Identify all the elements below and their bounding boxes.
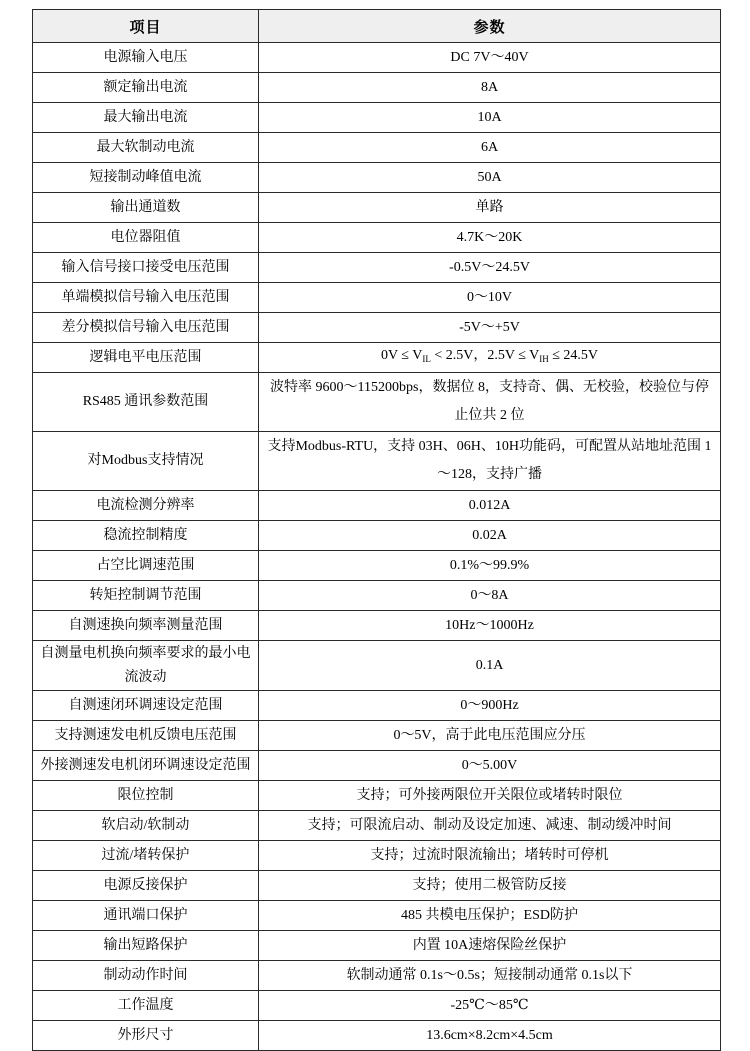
param-cell: 10Hz～1000Hz [259,611,721,641]
table-row [33,73,721,103]
param-cell: 0～8A [259,581,721,611]
table-row [33,811,721,841]
param-cell: DC 7V～40V [259,43,721,73]
value-text: 0V ≤ V [380,348,423,363]
value-text: ≤ 24.5V [548,348,599,363]
table-row [33,781,721,811]
table-row [33,581,721,611]
table-row [33,1021,721,1051]
param-cell: 0～10V [259,283,721,313]
item-cell: 单端模拟信号输入电压范围 [33,283,259,313]
param-cell: 支持Modbus-RTU，支持 03H、06H、10H功能码，可配置从站地址范围 1～128，支持广播 [259,432,721,491]
param-cell: 支持；可限流启动、制动及设定加速、减速、制动缓冲时间 [259,811,721,841]
table-row [33,193,721,223]
param-cell: 0～900Hz [259,691,721,721]
item-cell: 最大软制动电流 [33,133,259,163]
header-row [33,10,721,43]
table-row [33,931,721,961]
param-cell: 8A [259,73,721,103]
table-row [33,641,721,691]
table-row [33,253,721,283]
table-row [33,133,721,163]
table-row [33,871,721,901]
table-row [33,901,721,931]
table-row [33,103,721,133]
param-cell: 6A [259,133,721,163]
item-cell: 最大输出电流 [33,103,259,133]
table-row [33,721,721,751]
param-cell: 软制动通常 0.1s～0.5s；短接制动通常 0.1s以下 [259,961,721,991]
table-row [33,283,721,313]
item-cell: 外接测速发电机闭环调速设定范围 [33,751,259,781]
param-cell: 0～5V，高于此电压范围应分压 [259,721,721,751]
table-row [33,611,721,641]
spec-table-body [33,43,721,1051]
item-cell: 输出通道数 [33,193,259,223]
item-cell: 电源反接保护 [33,871,259,901]
param-cell: -5V～+5V [259,313,721,343]
param-cell: 内置 10A速熔保险丝保护 [259,931,721,961]
table-row [33,841,721,871]
item-cell: 占空比调速范围 [33,551,259,581]
item-cell: 输入信号接口接受电压范围 [33,253,259,283]
item-cell: 电流检测分辨率 [33,491,259,521]
item-cell: 输出短路保护 [33,931,259,961]
table-row [33,223,721,253]
item-cell: 自测速换向频率测量范围 [33,611,259,641]
item-cell: 差分模拟信号输入电压范围 [33,313,259,343]
param-cell: 单路 [259,193,721,223]
param-cell: 0.1A [259,641,721,691]
param-cell: 0.02A [259,521,721,551]
item-cell: 电源输入电压 [33,43,259,73]
table-row [33,43,721,73]
table-row [33,521,721,551]
table-row [33,751,721,781]
table-row [33,313,721,343]
item-cell: 电位器阻值 [33,223,259,253]
item-cell: 转矩控制调节范围 [33,581,259,611]
table-row [33,163,721,193]
item-cell: 制动动作时间 [33,961,259,991]
table-row [33,991,721,1021]
item-cell: RS485 通讯参数范围 [33,373,259,432]
param-cell: 4.7K～20K [259,223,721,253]
table-row [33,491,721,521]
spec-table-header [33,10,721,43]
param-cell: 支持；使用二极管防反接 [259,871,721,901]
item-cell: 稳流控制精度 [33,521,259,551]
table-row [33,343,721,373]
item-cell: 工作温度 [33,991,259,1021]
param-cell: 0.012A [259,491,721,521]
item-cell: 过流/堵转保护 [33,841,259,871]
param-cell: 0～5.00V [259,751,721,781]
value-subscript: IH [539,354,549,364]
table-row [33,961,721,991]
col-header-param: 参数 [259,10,721,43]
param-cell: 波特率 9600～115200bps，数据位 8，支持奇、偶、无校验，校验位与停止位共 2 位 [259,373,721,432]
item-cell: 短接制动峰值电流 [33,163,259,193]
param-cell: 支持；过流时限流输出；堵转时可停机 [259,841,721,871]
item-cell: 软启动/软制动 [33,811,259,841]
param-cell [259,343,721,373]
table-row [33,432,721,491]
item-cell: 对Modbus支持情况 [33,432,259,491]
item-cell: 限位控制 [33,781,259,811]
param-cell: 485 共模电压保护；ESD防护 [259,901,721,931]
param-cell: 13.6cm×8.2cm×4.5cm [259,1021,721,1051]
param-cell: 0.1%～99.9% [259,551,721,581]
value-subscript: IL [422,354,431,364]
param-cell: -0.5V～24.5V [259,253,721,283]
item-cell: 支持测速发电机反馈电压范围 [33,721,259,751]
item-cell: 自测量电机换向频率要求的最小电流波动 [33,641,259,691]
item-cell: 逻辑电平电压范围 [33,343,259,373]
table-row [33,691,721,721]
spec-table [32,9,721,1051]
param-cell: 10A [259,103,721,133]
param-cell: -25℃～85℃ [259,991,721,1021]
item-cell: 外形尺寸 [33,1021,259,1051]
item-cell: 额定输出电流 [33,73,259,103]
table-row [33,373,721,432]
value-text: < 2.5V，2.5V ≤ V [430,348,540,363]
param-cell: 支持；可外接两限位开关限位或堵转时限位 [259,781,721,811]
table-row [33,551,721,581]
item-cell: 自测速闭环调速设定范围 [33,691,259,721]
col-header-item: 项目 [33,10,259,43]
param-cell: 50A [259,163,721,193]
item-cell: 通讯端口保护 [33,901,259,931]
